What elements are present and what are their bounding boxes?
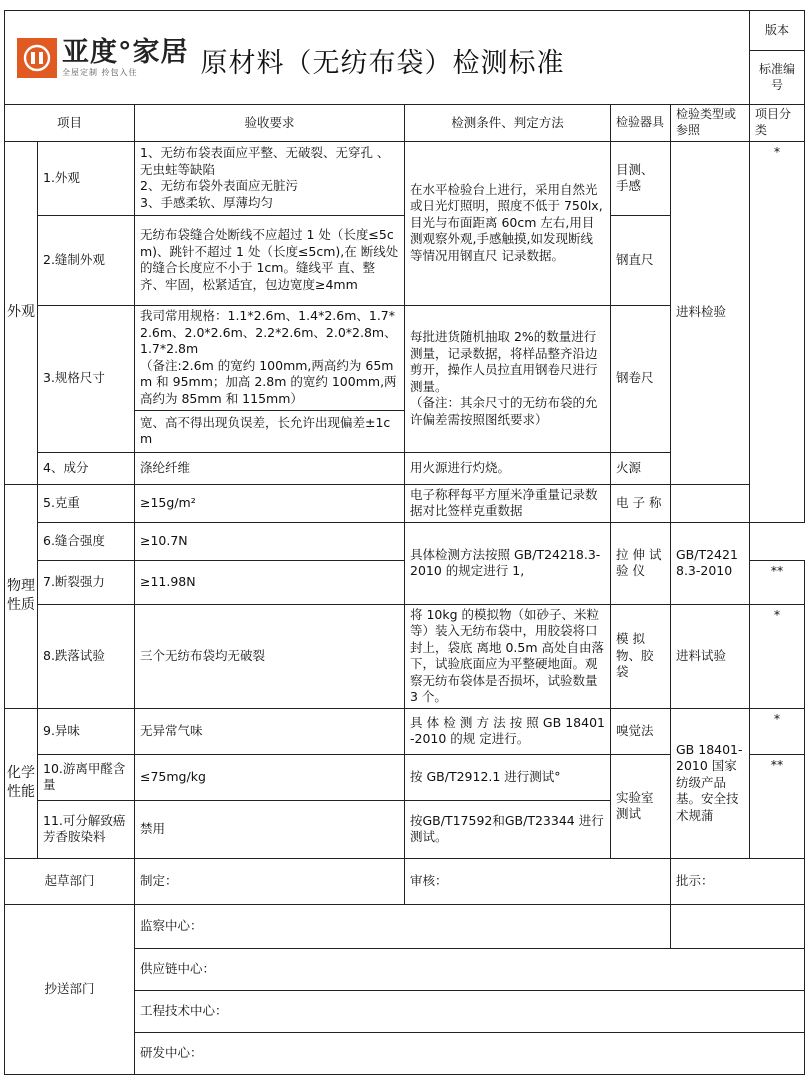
instrument-text: 拉 伸 试 验 仪: [611, 522, 671, 604]
classification-mark: **: [750, 560, 805, 604]
instrument-text: 钢卷尺: [611, 305, 671, 452]
method-text: 按 GB/T2912.1 进行测试°: [405, 754, 611, 800]
logo-mark-icon: [17, 38, 57, 78]
company-logo: [17, 38, 189, 78]
method-text: 将 10kg 的模拟物（如砂子、米粒等）装入无纺布袋中，用胶袋将口封上，袋底 离地 0.5m 高处自由落下，试验底面应为平整硬地面。观察无纺布袋体是否损坏，试验数量 3 个。: [405, 604, 611, 708]
logo-tagline: 全屋定制 拎包入住: [62, 67, 138, 77]
requirement-text: 1、无纺布袋表面应平整、无破裂、无穿孔 、无虫蛀等缺陷 2、无纺布袋外表面应无脏污 3、手感柔软、厚薄均匀: [135, 141, 405, 215]
col-header-instrument: 检验器具: [611, 105, 671, 142]
inspection-type: 进料检验: [671, 141, 750, 484]
item-name: 3.规格尺寸: [38, 305, 135, 452]
standard-no-label: 标准编号: [750, 51, 805, 105]
category-chemical: 化学性能: [5, 708, 38, 858]
requirement-text: 宽、高不得出现负误差，长允许出现偏差±1cm: [135, 410, 405, 452]
instrument-text: 钢直尺: [611, 215, 671, 305]
requirement-text: ≥10.7N: [135, 522, 405, 560]
col-header-classification: 项目分类: [750, 105, 805, 142]
requirement-text: 涤纶纤维: [135, 452, 405, 484]
col-header-item: 项目: [5, 105, 135, 142]
item-name: 10.游离甲醛含量: [38, 754, 135, 800]
item-name: 6.缝合强度: [38, 522, 135, 560]
requirement-text: 禁用: [135, 800, 405, 858]
requirement-text: ≥11.98N: [135, 560, 405, 604]
item-name: 2.缝制外观: [38, 215, 135, 305]
inspection-type: GB/T24218.3-2010: [671, 522, 750, 604]
requirement-text: ≤75mg/kg: [135, 754, 405, 800]
col-header-requirement: 验收要求: [135, 105, 405, 142]
item-name: 8.跌落试验: [38, 604, 135, 708]
col-header-method: 检测条件、判定方法: [405, 105, 611, 142]
item-name: 11.可分解致癌芳香胺染料: [38, 800, 135, 858]
classification-mark: *: [750, 141, 805, 522]
item-name: 9.异味: [38, 708, 135, 754]
item-name: 7.断裂强力: [38, 560, 135, 604]
item-name: 4、成分: [38, 452, 135, 484]
instrument-text: 目测、手感: [611, 141, 671, 215]
method-text: 具体检测方法按照 GB/T24218.3-2010 的规定进行 1,: [405, 522, 611, 604]
instrument-text: 电 子 称: [611, 484, 671, 522]
category-appearance: 外观: [5, 141, 38, 484]
method-text: 在水平检验台上进行，采用自然光或日光灯照明，照度不低于 750lx,目光与布面距离 60cm 左右,用目测观察外观,手感触摸,如发现断线等情况用钢直尺 记录数据。: [405, 141, 611, 305]
inspection-type: 进料试验: [671, 604, 750, 708]
approved-field[interactable]: 批示：: [671, 858, 805, 904]
inspection-standard-table: [4, 10, 805, 1075]
recipient-engineering[interactable]: 工程技术中心：: [135, 990, 805, 1032]
recipient-supply-chain[interactable]: 供应链中心：: [135, 948, 805, 990]
requirement-text: 无异常气味: [135, 708, 405, 754]
instrument-text: 嗅觉法: [611, 708, 671, 754]
classification-mark: **: [750, 754, 805, 858]
inspection-type-empty: [671, 484, 750, 522]
drafting-dept-label: 起草部门: [5, 858, 135, 904]
instrument-text: 实验室测试: [611, 754, 671, 858]
document-header: [5, 11, 750, 105]
requirement-text: 我司常用规格：1.1*2.6m、1.4*2.6m、1.7*2.6m、2.0*2.6m、2.2*2.6m、2.0*2.8m、1.7*2.8m （备注:2.6m 的宽约 100mm,两高约为 65mm 和 95mm；加高 2.8m 的宽约 100mm,两高约为 85mm 和 115mm）: [135, 305, 405, 410]
col-header-inspection-type: 检验类型或参照: [671, 105, 750, 142]
recipient-blank: [671, 904, 805, 948]
distribution-dept-label: 抄送部门: [5, 904, 135, 1074]
classification-mark: *: [750, 604, 805, 708]
document-title: 原材料（无纺布袋）检测标准: [200, 47, 565, 79]
instrument-text: 火源: [611, 452, 671, 484]
method-text: 按GB/T17592和GB/T23344 进行测试。: [405, 800, 611, 858]
reviewed-field[interactable]: 审核：: [405, 858, 671, 904]
recipient-rnd[interactable]: 研发中心：: [135, 1032, 805, 1074]
requirement-text: 无纺布袋缝合处断线不应超过 1 处（长度≤5cm)、跳针不超过 1 处（长度≤5cm),在 断线处的缝合长度应不小于 1cm。缝线平 直、整齐、牢固，松紧适宜，包边宽度≥4mm: [135, 215, 405, 305]
method-text: 用火源进行灼烧。: [405, 452, 611, 484]
prepared-field[interactable]: 制定：: [135, 858, 405, 904]
logo-name: 亚度°家居: [62, 36, 189, 68]
classification-mark: *: [750, 708, 805, 754]
item-name: 1.外观: [38, 141, 135, 215]
method-text: 电子称秤每平方厘米净重量记录数据对比签样克重数据: [405, 484, 611, 522]
instrument-text: 模 拟 物、胶袋: [611, 604, 671, 708]
item-name: 5.克重: [38, 484, 135, 522]
requirement-text: ≥15g/m²: [135, 484, 405, 522]
recipient-monitoring[interactable]: 监察中心：: [135, 904, 671, 948]
category-physical: 物理性质: [5, 484, 38, 708]
method-text: 每批进货随机抽取 2%的数量进行测量，记录数据，将样品整齐沿边剪开，操作人员拉直用钢卷尺进行测量。 （备注：其余尺寸的无纺布袋的允许偏差需按照图纸要求）: [405, 305, 611, 452]
method-text: 具 体 检 测 方 法 按 照 GB 18401-2010 的规 定进行。: [405, 708, 611, 754]
version-label: 版本: [750, 11, 805, 51]
inspection-type: GB 18401-2010 国家纺级产品基。安全技术规蒲: [671, 708, 750, 858]
requirement-text: 三个无纺布袋均无破裂: [135, 604, 405, 708]
